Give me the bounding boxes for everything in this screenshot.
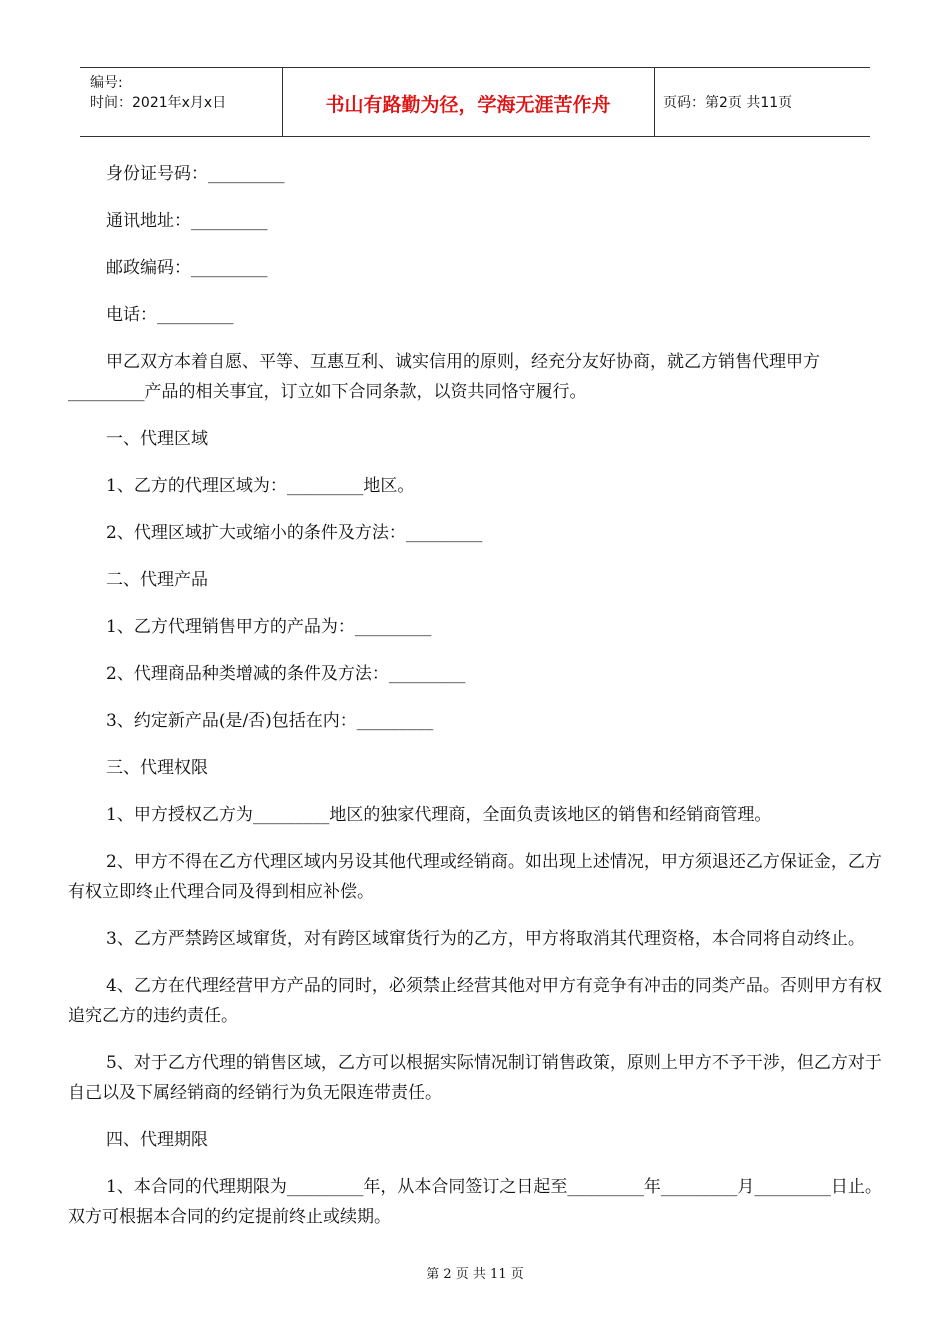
paragraph: 2、甲方不得在乙方代理区域内另设其他代理或经销商。如出现上述情况，甲方须退还乙方保证金，乙方有权立即终止代理合同及得到相应补偿。 [68,852,882,902]
paragraph: 5、对于乙方代理的销售区域，乙方可以根据实际情况制订销售政策，原则上甲方不予干涉，但乙方对于自己以及下属经销商的经销行为负无限连带责任。 [68,1053,882,1103]
paragraph: 通讯地址：_________ [106,211,268,231]
paragraph: 4、乙方在代理经营甲方产品的同时，必须禁止经营其他对甲方有竞争有冲击的同类产品。否则甲方有权追究乙方的违约责任。 [68,976,882,1026]
header-motto-cell [282,68,655,136]
paragraph: 2、代理商品种类增减的条件及方法：_________ [106,664,466,684]
section-heading: 二、代理产品 [106,570,208,590]
page-header [80,67,870,137]
paragraph: 身份证号码：_________ [106,164,285,184]
header-motto: 书山有路勤为径，学海无涯苦作舟 [325,94,611,116]
header-page-cell [655,68,870,136]
document-time-label: 时间：2021年x月x日 [90,95,227,111]
paragraph: 邮政编码：_________ [106,258,268,278]
paragraph: 电话：_________ [106,305,234,325]
paragraph: 甲乙双方本着自愿、平等、互惠互利、诚实信用的原则，经充分友好协商，就乙方销售代理甲方_________产品的相关事宜，订立如下合同条款，以资共同恪守履行。 [68,352,820,402]
document-body [68,155,883,1232]
document-number-label: 编号: [90,75,123,91]
paragraph: 3、约定新产品(是/否)包括在内：_________ [106,711,434,731]
header-page-info: 页码：第2页 共11页 [663,95,793,111]
paragraph: 3、乙方严禁跨区域窜货，对有跨区域窜货行为的乙方，甲方将取消其代理资格，本合同将自动终止。 [106,929,865,949]
paragraph: 1、甲方授权乙方为_________地区的独家代理商，全面负责该地区的销售和经销商管理。 [106,805,772,825]
paragraph: 1、乙方的代理区域为：_________地区。 [106,476,415,496]
section-heading: 三、代理权限 [106,758,208,778]
page-footer: 第 2 页 共 11 页 [426,1267,524,1282]
section-heading: 一、代理区域 [106,429,208,449]
paragraph: 2、代理区域扩大或缩小的条件及方法：_________ [106,523,483,543]
section-heading: 四、代理期限 [106,1130,208,1150]
header-meta-cell [80,68,283,136]
paragraph: 1、本合同的代理期限为_________年，从本合同签订之日起至_________年_________月_________日止。双方可根据本合同的约定提前终止或续期。 [68,1177,882,1227]
paragraph: 1、乙方代理销售甲方的产品为：_________ [106,617,432,637]
